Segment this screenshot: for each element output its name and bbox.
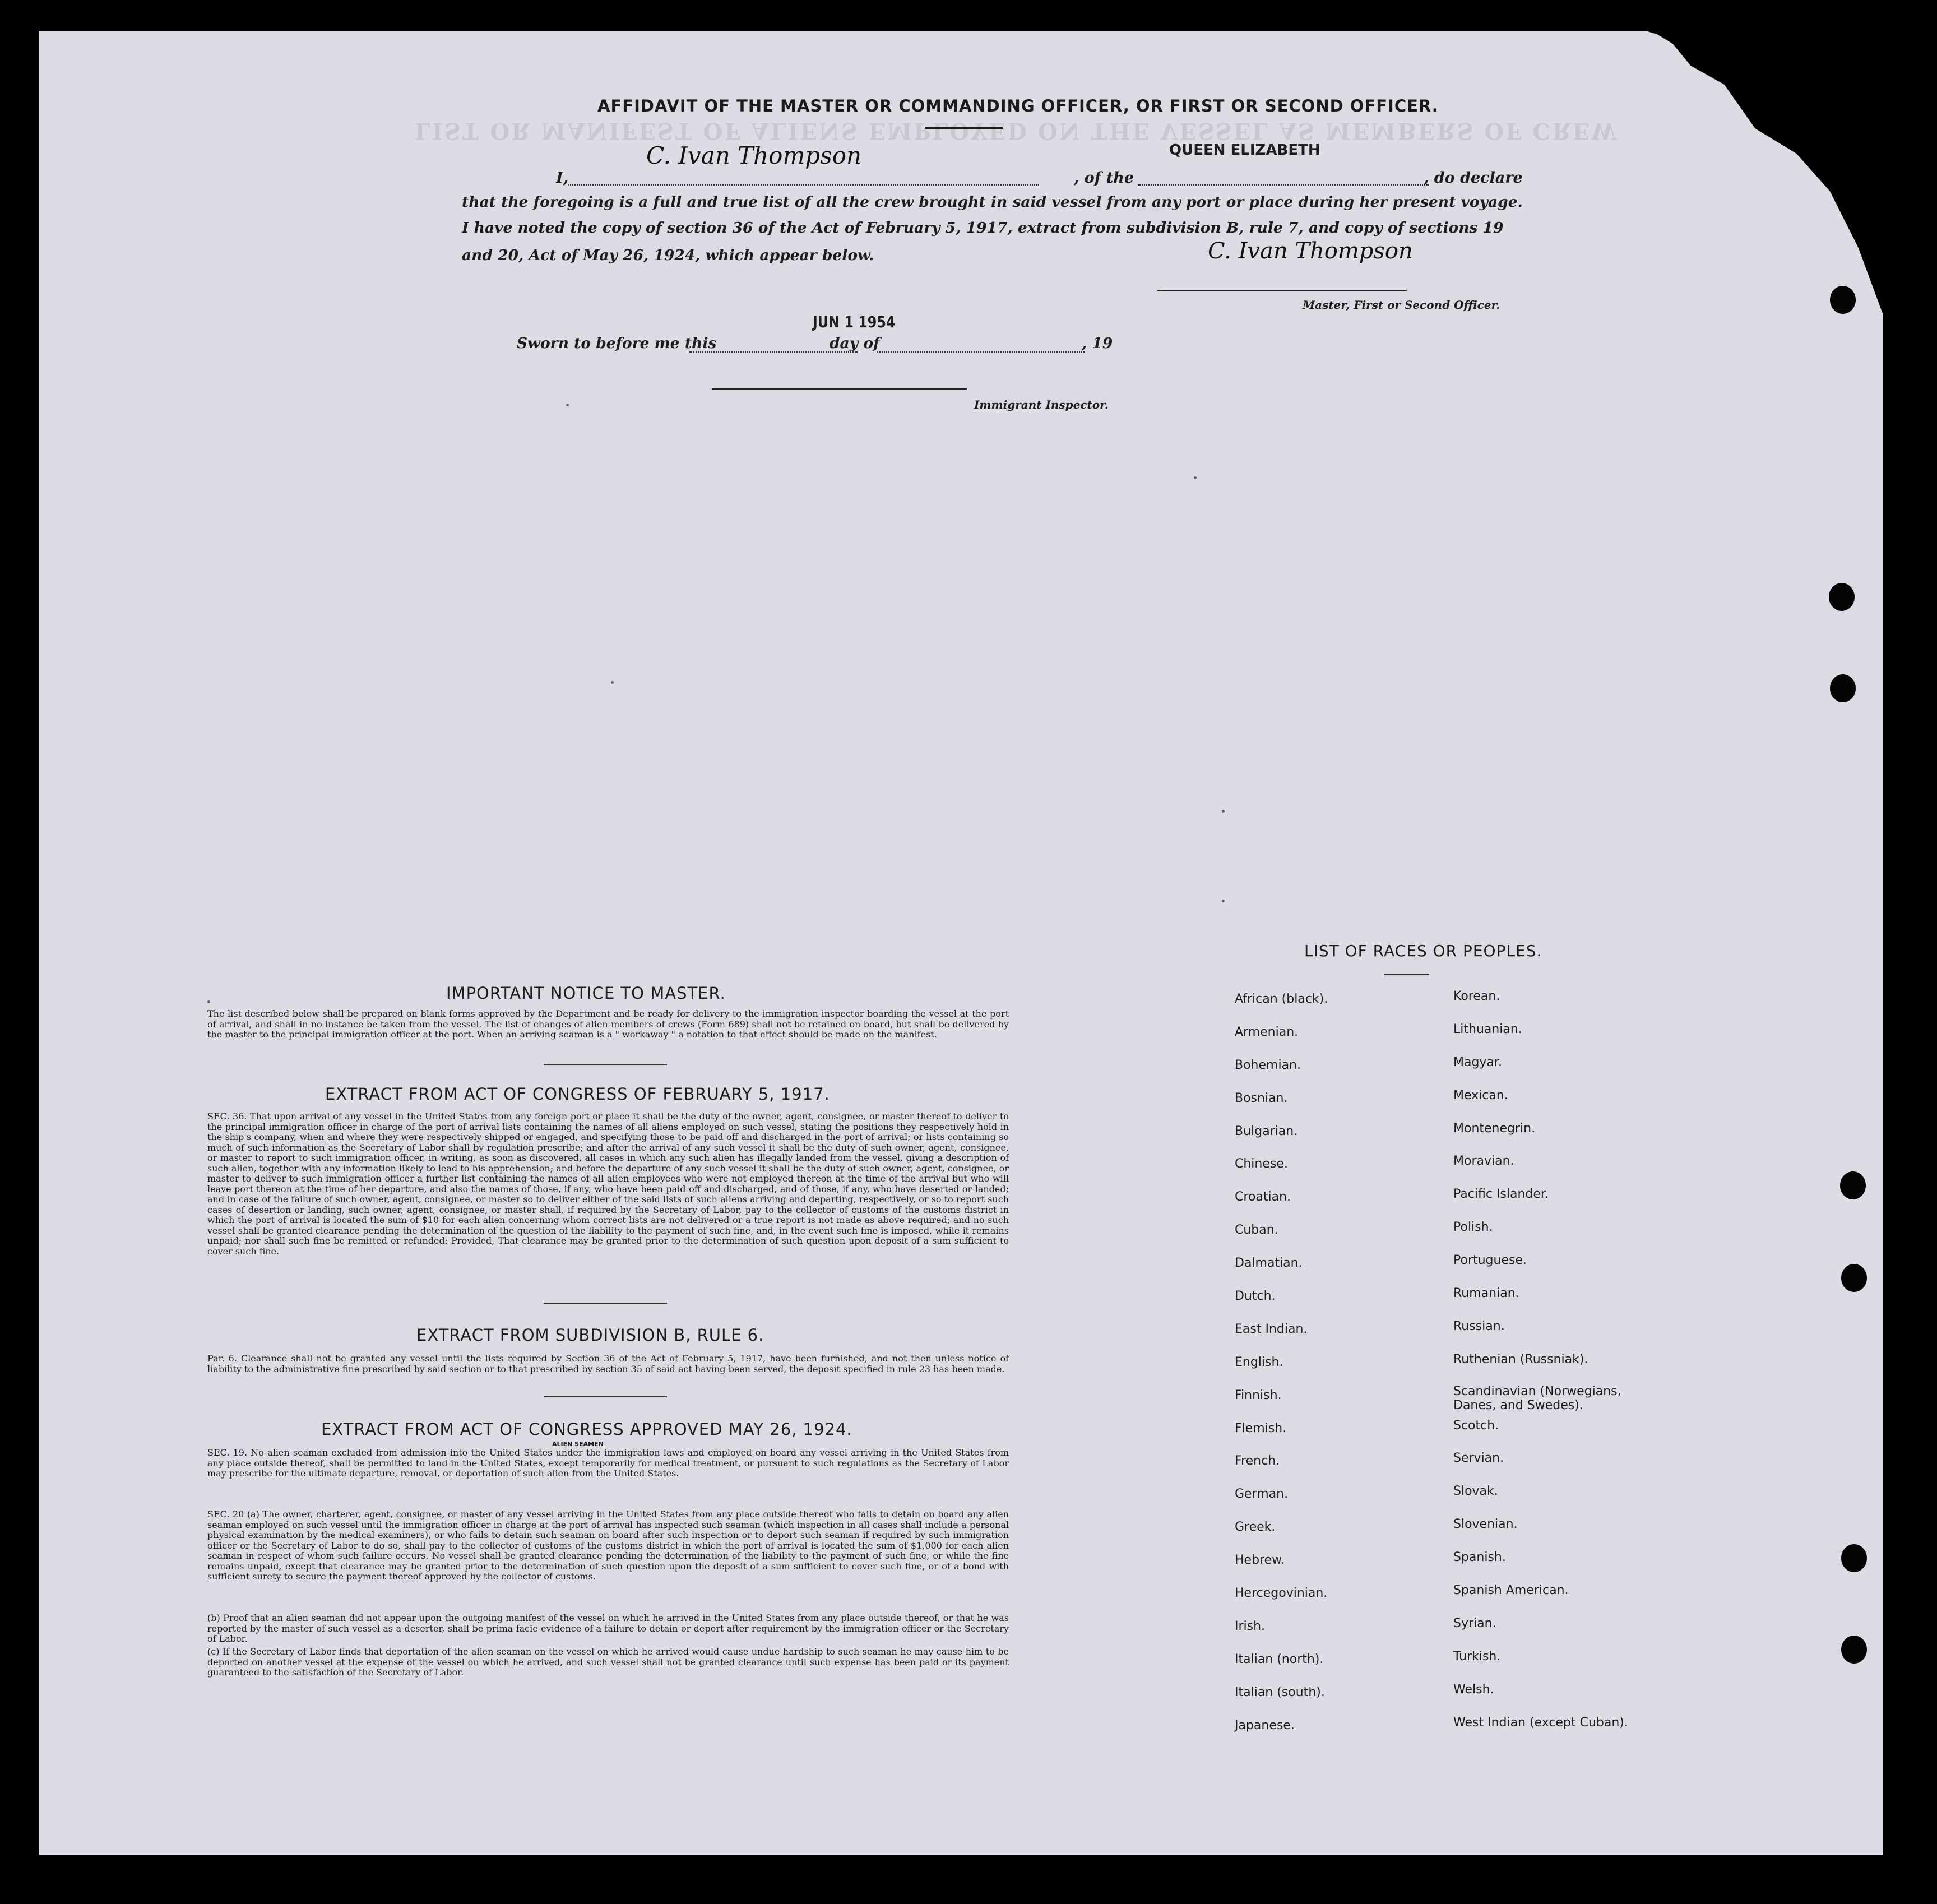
race-item: Armenian.: [1235, 1025, 1299, 1039]
year-prefix: , 19: [1082, 335, 1113, 352]
punch-hole-2: [1829, 583, 1855, 611]
notice-title: IMPORTANT NOTICE TO MASTER.: [446, 984, 726, 1003]
punch-hole-4: [1840, 1171, 1866, 1199]
race-item: Mexican.: [1453, 1088, 1508, 1102]
race-item: Slovenian.: [1453, 1517, 1518, 1532]
sworn-label: Sworn to before me this: [517, 335, 717, 352]
officer-signature: C. Ivan Thompson: [1208, 238, 1413, 264]
race-item: Italian (south).: [1235, 1685, 1325, 1699]
divider: [544, 1064, 667, 1065]
race-item: Dutch.: [1235, 1289, 1276, 1304]
do-declare-label: , do declare: [1424, 169, 1523, 187]
bleed-through-header: LIST OR MANIFEST OF ALIENS EMPLOYED ON THE VESSEL AS MEMBERS OF CREW: [415, 118, 1619, 144]
punch-hole-7: [1841, 1636, 1867, 1664]
race-item: Slovak.: [1453, 1484, 1498, 1499]
vessel-name: QUEEN ELIZABETH: [1169, 142, 1320, 159]
sec-19-text: SEC. 19. No alien seaman excluded from admission into the United States under the immigration laws and employed on board any vessel arriving in the United States from any place outside thereof, shall be permitted to land in the United States, except temporarily for medical treatment, or pursuant to such regulations as the Secretary of Labor may prescribe for the ultimate departure, removal, or deportation of such alien from the United States.: [207, 1447, 1009, 1479]
race-item: Hebrew.: [1235, 1553, 1285, 1568]
race-item: Bohemian.: [1235, 1058, 1301, 1072]
divider: [544, 1303, 667, 1304]
race-item: Polish.: [1453, 1220, 1493, 1235]
date-stamp: JUN 1 1954: [813, 313, 896, 331]
inspector-signature-line: [712, 388, 967, 390]
rule-6-title: EXTRACT FROM SUBDIVISION B, RULE 6.: [416, 1326, 764, 1345]
race-item: Moravian.: [1453, 1154, 1514, 1169]
punch-hole-3: [1830, 674, 1856, 702]
title-rule: [925, 127, 1003, 129]
affidavit-title: AFFIDAVIT OF THE MASTER OR COMMANDING OFFICER, OR FIRST OR SECOND OFFICER.: [597, 96, 1439, 115]
race-item: West Indian (except Cuban).: [1453, 1715, 1628, 1730]
inspector-caption: Immigrant Inspector.: [974, 398, 1109, 411]
race-item: Ruthenian (Russniak).: [1453, 1352, 1588, 1366]
race-item: Italian (north).: [1235, 1652, 1324, 1666]
race-item: Finnish.: [1235, 1388, 1282, 1402]
race-item: East Indian.: [1235, 1322, 1308, 1336]
day-of-label: day of: [830, 335, 880, 352]
affidavit-body-line-2: I have noted the copy of section 36 of the Act of February 5, 1917, extract from subdivision B, rule 7, and copy of sections 19: [462, 219, 1504, 237]
stray-mark: [207, 1000, 210, 1003]
divider: [544, 1396, 667, 1397]
race-item: Welsh.: [1453, 1682, 1494, 1697]
race-item: Lithuanian.: [1453, 1022, 1522, 1036]
race-item: Rumanian.: [1453, 1286, 1519, 1301]
races-title: LIST OF RACES OR PEOPLES.: [1304, 942, 1542, 960]
rule-6-text: Par. 6. Clearance shall not be granted any vessel until the lists required by Section 36 of the Act of February 5, 1917, have been furnished, and not then unless notice of liability to the administrative fine prescribed by said section or to that prescribed by section 35 of said act having been served, the deposit specified in rule 23 has been made.: [207, 1353, 1009, 1374]
punch-hole-1: [1830, 286, 1856, 314]
race-item: Russian.: [1453, 1319, 1505, 1333]
sworn-month-line: [877, 351, 1085, 353]
vessel-line: [1138, 184, 1429, 186]
race-item: Bulgarian.: [1235, 1124, 1298, 1138]
punch-hole-6: [1841, 1544, 1867, 1572]
stray-mark: [1222, 810, 1225, 813]
race-item: Croatian.: [1235, 1190, 1291, 1205]
races-right-column: [1453, 988, 1666, 1747]
race-item: Korean.: [1453, 989, 1500, 1003]
stray-mark: [1194, 476, 1197, 479]
officer-caption: Master, First or Second Officer.: [1303, 298, 1500, 312]
races-left-column: [1235, 991, 1420, 1750]
stray-mark: [1222, 900, 1225, 902]
race-item: Japanese.: [1235, 1718, 1295, 1732]
alien-seamen-subtitle: ALIEN SEAMEN: [552, 1440, 604, 1448]
extract-1924-title: EXTRACT FROM ACT OF CONGRESS APPROVED MAY 26, 1924.: [321, 1420, 852, 1439]
race-item: German.: [1235, 1487, 1289, 1502]
punch-hole-5: [1841, 1264, 1867, 1292]
race-item: English.: [1235, 1355, 1283, 1369]
race-item: Servian.: [1453, 1451, 1504, 1466]
race-item: Irish.: [1235, 1619, 1266, 1633]
race-item: Greek.: [1235, 1520, 1276, 1535]
race-item: Scandinavian (Norwegians, Danes, and Swedes).: [1453, 1384, 1621, 1412]
race-item: Montenegrin.: [1453, 1121, 1536, 1136]
race-item: African (black).: [1235, 992, 1328, 1006]
document-page: [39, 31, 1883, 1855]
race-item: Hercegovinian.: [1235, 1586, 1328, 1601]
affidavit-body-line-3: and 20, Act of May 26, 1924, which appear below.: [462, 247, 874, 264]
of-the-label: , of the: [1074, 169, 1134, 187]
race-item: Scotch.: [1453, 1418, 1499, 1433]
race-item: Cuban.: [1235, 1223, 1278, 1238]
notice-text: The list described below shall be prepared on blank forms approved by the Department and be ready for delivery to the immigration inspector boarding the vessel at the port of arrival, and shall in no instance be taken from the vessel. The list of changes of alien members of crews (Form 689) shall not be retained on board, but shall be delivered by the master to the principal immigration officer at the port. When an arriving seaman is a " workaway " a notation to that effect should be made on the manifest.: [207, 1008, 1009, 1040]
race-item: Syrian.: [1453, 1616, 1496, 1630]
sec-20a-text: SEC. 20 (a) The owner, charterer, agent, consignee, or master of any vessel arriving in the United States from any place outside thereof who fails to detain on board any alien seaman employed on such vessel until the immigration officer in charge at the port of arrival has inspected such seaman (which inspection in all cases shall include a personal physical examination by the medical examiners), or who fails to detain such seaman on board after such inspection or to deport such seaman if required by such immigration officer or the Secretary of Labor to do so, shall pay to the collector of customs of the customs district in which the port of arrival is located the sum of $1,000 for each alien seaman in respect of whom such failure occurs. No vessel shall be granted clearance pending the determination of the liability to the payment of such fine, or while the fine remains unpaid, except that clearance may be granted prior to the determination of such question upon the deposit of a sum sufficient to cover such fine, or of a bond with sufficient surety to secure the payment thereof approved by the collector of customs.: [207, 1509, 1009, 1582]
race-item: Flemish.: [1235, 1421, 1287, 1435]
race-item: Portuguese.: [1453, 1253, 1527, 1268]
race-item: Bosnian.: [1235, 1091, 1288, 1105]
extract-1917-text: SEC. 36. That upon arrival of any vessel in the United States from any foreign port or place it shall be the duty of the owner, agent, consignee, or master thereof to deliver to the principal immigration officer in charge of the port of arrival lists containing the names of all aliens employed on such vessel, stating the positions they respectively hold in the ship's company, when and where they were respectively shipped or engaged, and specifying those to be paid off and discharged in the port of arrival; or lists containing so much of such information as the Secretary of Labor shall by regulation prescribe; and after the arrival of any such vessel it shall be the duty of such owner, agent, consignee, or master to report to such immigration officer, in writing, as soon as discovered, all cases in which any such alien has illegally landed from the vessel, giving a description of such alien, together with any information likely to lead to his apprehension; and before the departure of any such vessel it shall be the duty of such owner, agent, consignee, or master to deliver to such immigration officer a further list containing the names of all alien employees who were not employed thereon at the time of the arrival but who will leave port thereon at the time of her departure, and also the names of those, if any, who have been paid off and discharged, and of those, if any, who have deserted or landed; and in case of the failure of such owner, agent, consignee, or master so to deliver either of the said lists of such aliens arriving and departing, respectively, or so to report such cases of desertion or landing, such owner, agent, consignee, or master shall, if required by the Secretary of Labor, pay to the collector of customs of the customs district in which the port of arrival is located the sum of $10 for each alien concerning whom correct lists are not delivered or a true report is not made as above required; and no such vessel shall be granted clearance pending the determination of the question of the liability to the payment of such fine, and, in the event such fine is imposed, while it remains unpaid; nor shall such fine be remitted or refunded: Provided, That clearance may be granted prior to the determination of such question upon deposit of a sum sufficient to cover such fine.: [207, 1111, 1009, 1257]
stray-mark: [611, 681, 614, 684]
race-item: Pacific Islander.: [1453, 1187, 1549, 1202]
extract-1917-title: EXTRACT FROM ACT OF CONGRESS OF FEBRUARY 5, 1917.: [325, 1085, 830, 1104]
signer-line: [568, 184, 1039, 186]
race-item: Dalmatian.: [1235, 1256, 1303, 1271]
race-item: Spanish American.: [1453, 1583, 1569, 1598]
signer-signature: C. Ivan Thompson: [646, 142, 862, 169]
race-item: French.: [1235, 1454, 1280, 1468]
officer-signature-line: [1157, 290, 1407, 291]
race-item: Turkish.: [1453, 1649, 1501, 1664]
sec-20b-text: (b) Proof that an alien seaman did not appear upon the outgoing manifest of the vessel on which he arrived in the United States from any place outside thereof, or that he was reported by the master of such vessel as a deserter, shall be prima facie evidence of a failure to detain or deport after requirement by the immigration officer or the Secretary of Labor.: [207, 1613, 1009, 1644]
affidavit-body-line-1: that the foregoing is a full and true list of all the crew brought in said vessel from any port or place during her present voyage.: [462, 193, 1523, 211]
i-label: I,: [556, 169, 569, 187]
race-item: Spanish.: [1453, 1550, 1506, 1565]
stray-mark: [566, 404, 569, 406]
race-item: Chinese.: [1235, 1157, 1288, 1171]
races-title-rule: [1384, 974, 1429, 975]
race-item: Magyar.: [1453, 1055, 1502, 1069]
sec-20c-text: (c) If the Secretary of Labor finds that deportation of the alien seaman on the vessel on which he arrived would cause undue hardship to such seaman he may cause him to be deported on another vessel at the expense of the vessel on which he arrived, and such vessel shall not be granted clearance until such expense has been paid or its payment guaranteed to the satisfaction of the Secretary of Labor.: [207, 1646, 1009, 1678]
